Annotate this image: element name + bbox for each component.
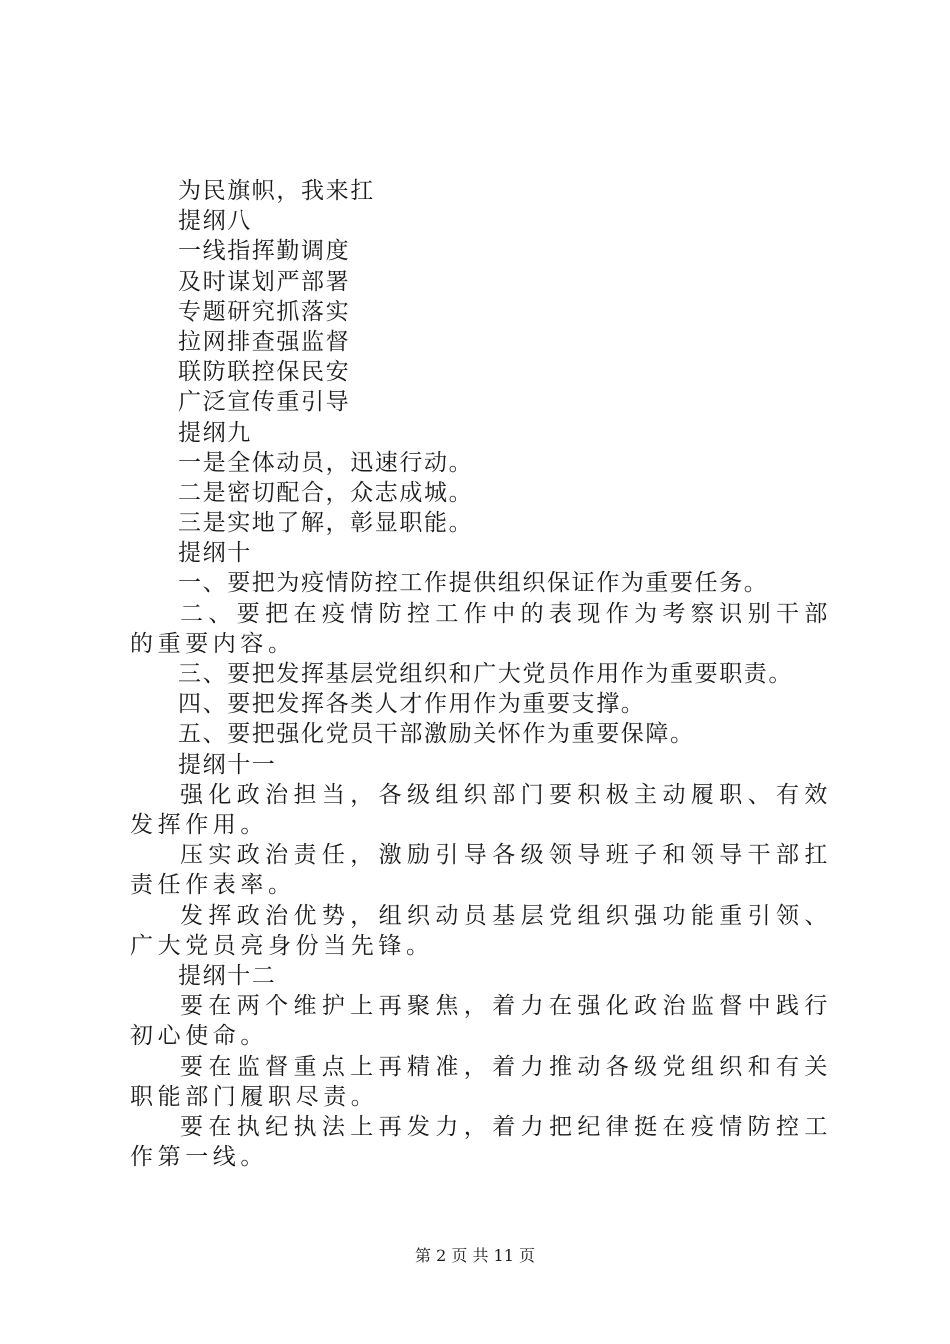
- text-paragraph: 要在监督重点上再精准，着力推动各级党组织和有关职能部门履职尽责。: [130, 1053, 832, 1110]
- text-line: 一线指挥勤调度: [178, 238, 351, 265]
- text-line: 拉网排查强监督: [178, 328, 351, 355]
- text-paragraph: 要在执纪执法上再发力，着力把纪律挺在疫情防控工作第一线。: [130, 1114, 832, 1171]
- section-heading: 提纲十一: [178, 751, 277, 778]
- text-line: 专题研究抓落实: [178, 298, 351, 325]
- text-line: 广泛宣传重引导: [178, 389, 351, 416]
- text-line: 五、要把强化党员干部激励关怀作为重要保障。: [178, 721, 695, 748]
- text-line: 四、要把发挥各类人才作用作为重要支撑。: [178, 691, 646, 718]
- text-paragraph: 二、要把在疫情防控工作中的表现作为考察识别干部的重要内容。: [130, 600, 832, 657]
- text-line: 三、要把发挥基层党组织和广大党员作用作为重要职责。: [178, 661, 793, 688]
- text-line: 二是密切配合，众志成城。: [178, 479, 474, 506]
- text-line: 联防联控保民安: [178, 359, 351, 386]
- text-paragraph: 压实政治责任，激励引导各级领导班子和领导干部扛责任作表率。: [130, 842, 832, 899]
- section-heading: 提纲十: [178, 540, 252, 567]
- section-heading: 提纲八: [178, 208, 252, 235]
- document-body: [130, 176, 832, 1172]
- section-heading: 提纲九: [178, 419, 252, 446]
- section-heading: 提纲十二: [178, 963, 277, 989]
- text-line: 为民旗帜，我来扛: [178, 178, 375, 204]
- text-line: 一是全体动员，迅速行动。: [178, 449, 474, 476]
- text-paragraph: 强化政治担当，各级组织部门要积极主动履职、有效发挥作用。: [130, 781, 832, 838]
- text-line: 及时谋划严部署: [178, 268, 351, 295]
- page-number-footer: 第 2 页 共 11 页: [415, 1246, 535, 1265]
- text-line: 一、要把为疫情防控工作提供组织保证作为重要任务。: [178, 570, 769, 597]
- text-paragraph: 要在两个维护上再聚焦，着力在强化政治监督中践行初心使命。: [130, 993, 832, 1050]
- text-line: 三是实地了解，彰显职能。: [178, 510, 474, 537]
- text-paragraph: 发挥政治优势，组织动员基层党组织强功能重引领、广大党员亮身份当先锋。: [130, 902, 832, 959]
